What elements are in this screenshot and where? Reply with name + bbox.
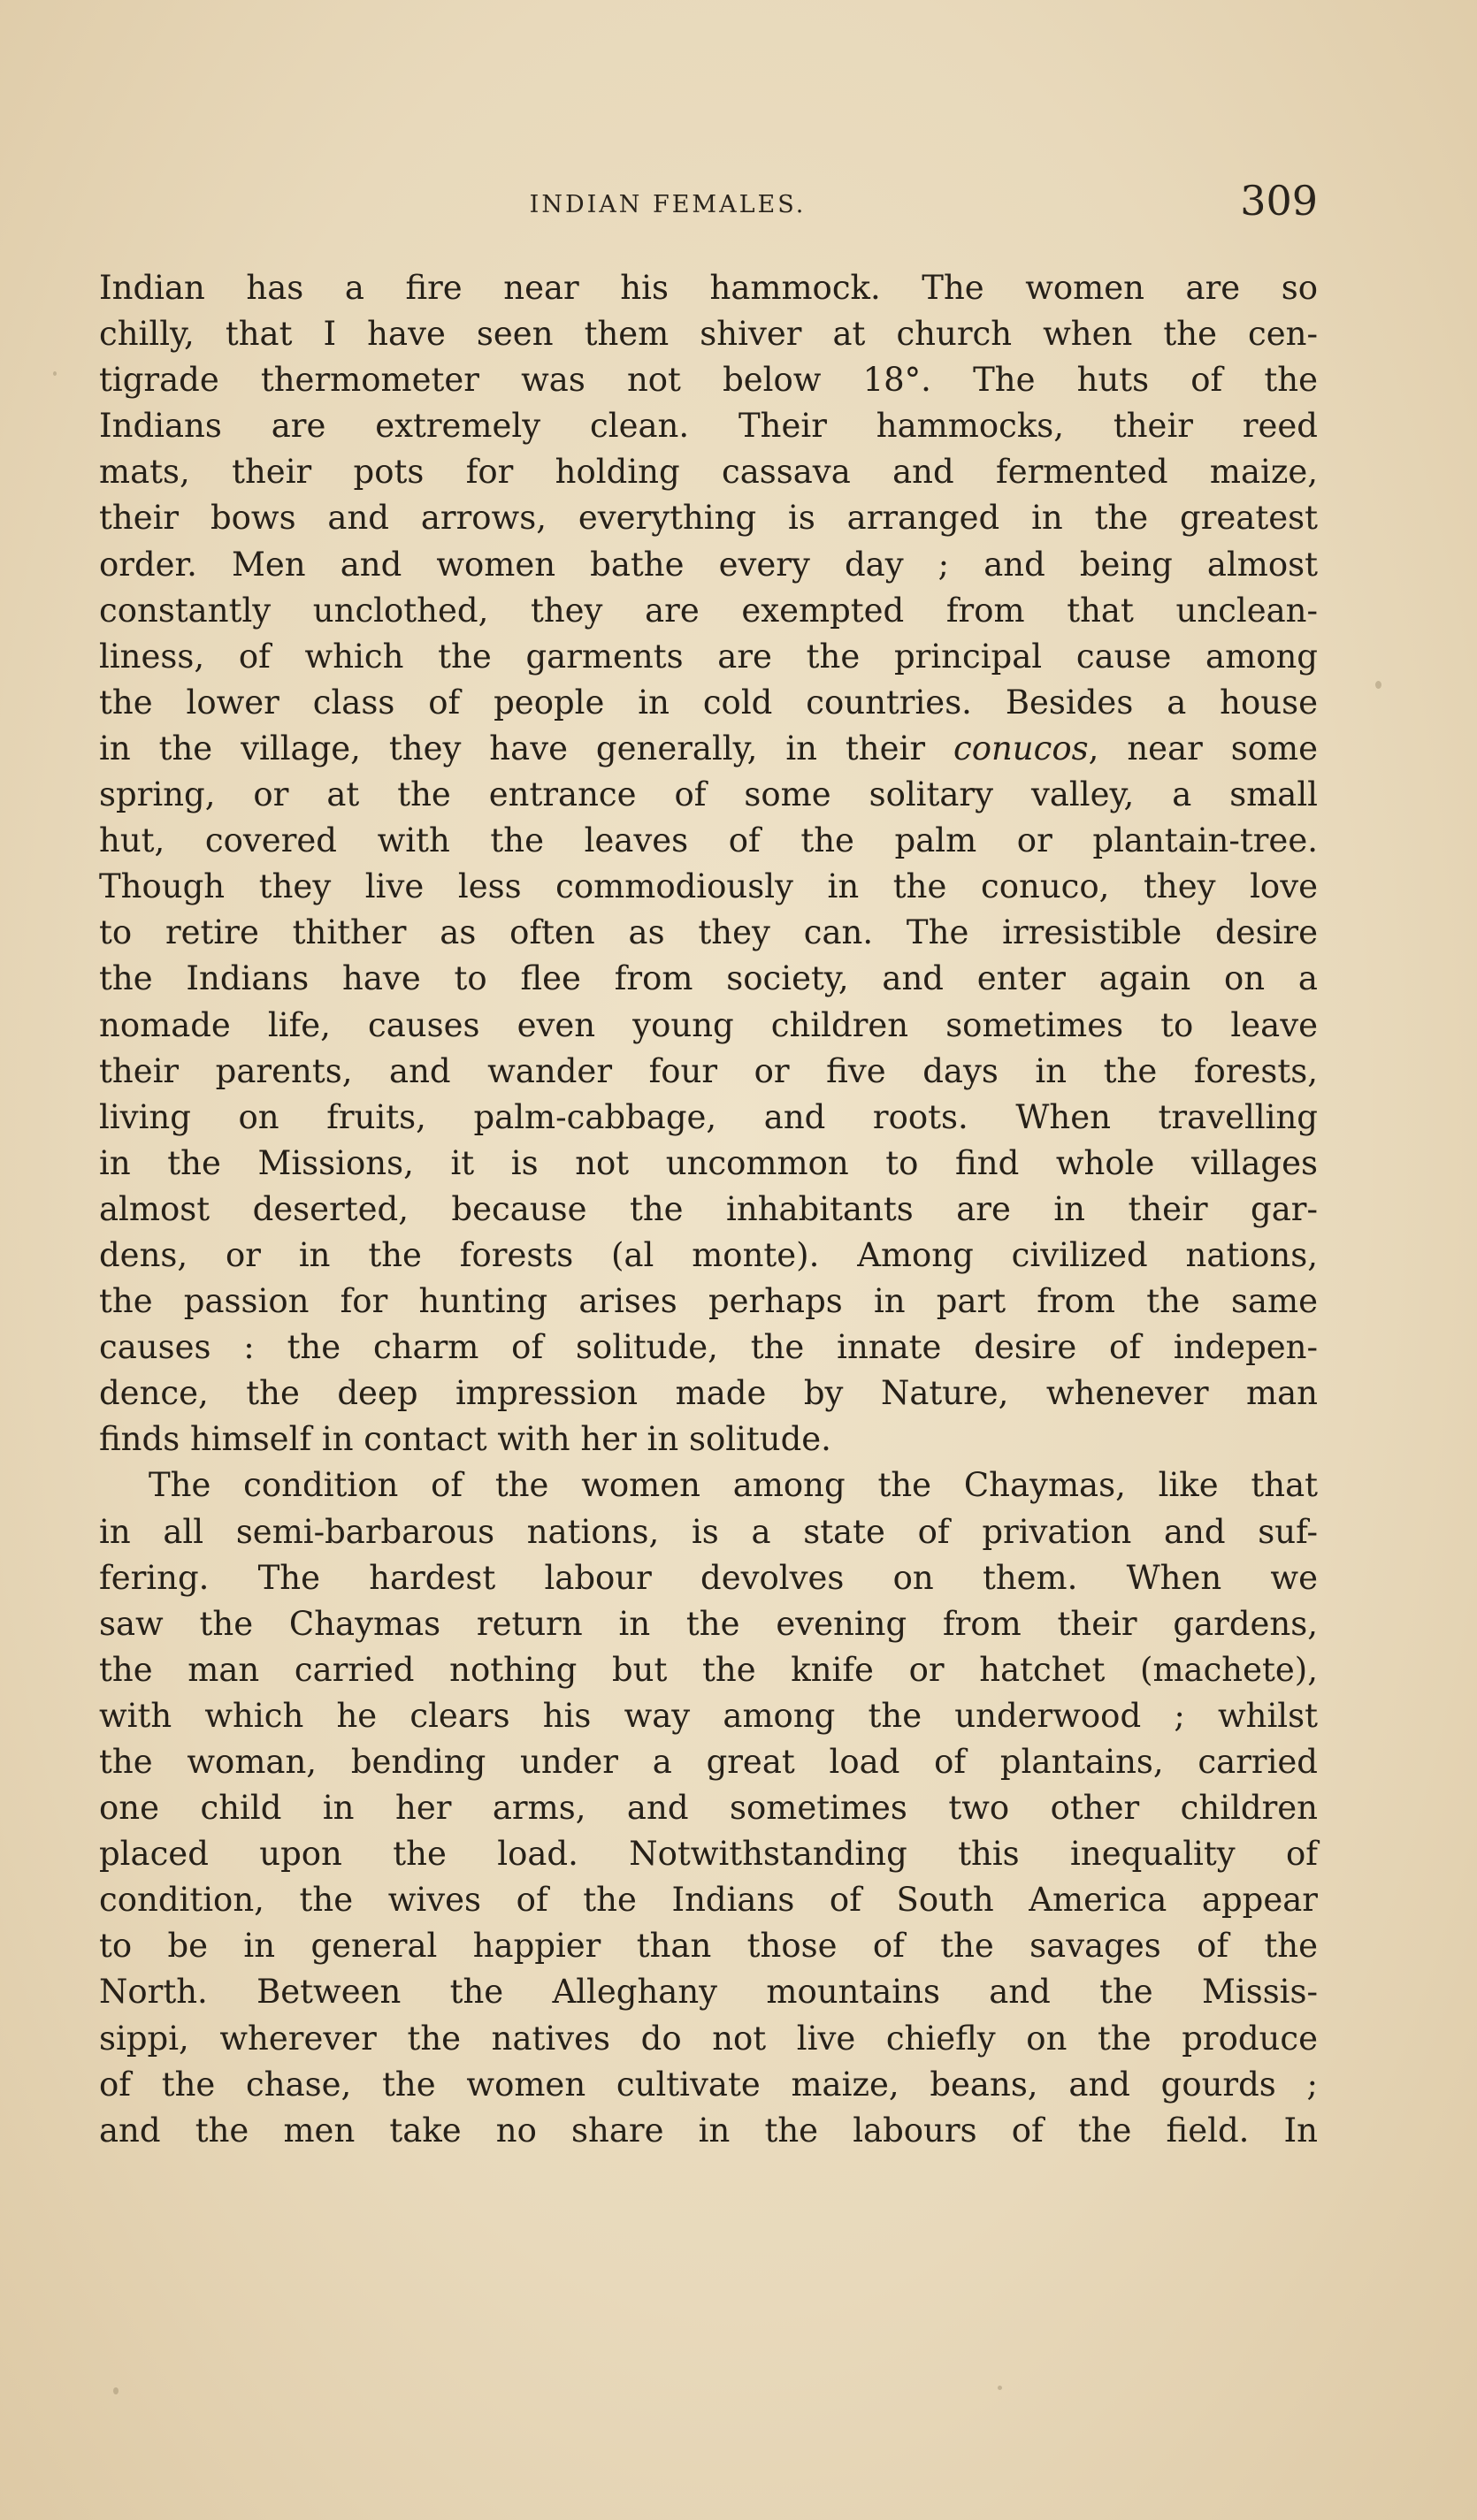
page-number: 309 (1240, 177, 1318, 225)
text-line: finds himself in contact with her in solitude. (99, 1420, 831, 1459)
text-line: dence, the deep impression made by Nature, whenever man (99, 1374, 1318, 1413)
paper-speck (53, 371, 57, 376)
text-line: placed upon the load. Notwithstanding this inequality of (99, 1835, 1318, 1874)
text-line: nomade life, causes even young children sometimes to leave (99, 1005, 1318, 1044)
text-line: the passion for hunting arises perhaps in part from the same (99, 1282, 1318, 1321)
paragraph (99, 1462, 1318, 2153)
text-line: to retire thither as often as they can. The irresistible desire (99, 913, 1318, 952)
running-title: INDIAN FEMALES. (529, 191, 807, 218)
body-text (99, 265, 1318, 2154)
text-line: living on fruits, palm-cabbage, and roots. When travelling (99, 1097, 1318, 1136)
text-line: mats, their pots for holding cassava and fermented maize, (99, 453, 1318, 492)
italic-term: conucos (953, 729, 1089, 767)
text-line: in all semi-barbarous nations, is a state of privation and suf- (99, 1512, 1318, 1551)
text-line: to be in general happier than those of the savages of the (99, 1927, 1318, 1966)
text-line: chilly, that I have seen them shiver at church when the cen- (99, 315, 1318, 354)
text-line: Indians are extremely clean. Their hammocks, their reed (99, 407, 1318, 446)
paper-speck (998, 2386, 1002, 2390)
text-line: Though they live less commodiously in the conuco, they love (99, 867, 1318, 906)
text-line: the man carried nothing but the knife or hatchet (machete), (99, 1650, 1318, 1689)
text-line: their parents, and wander four or five days in the forests, (99, 1051, 1318, 1090)
text-line: in the village, they have generally, in their conucos, near some (99, 729, 1318, 767)
page-header (97, 177, 1318, 239)
text-line: spring, or at the entrance of some solitary valley, a small (99, 775, 1318, 814)
paragraph (99, 265, 1318, 1462)
text-line: liness, of which the garments are the principal cause among (99, 637, 1318, 676)
text-line: dens, or in the forests (al monte). Among civilized nations, (99, 1235, 1318, 1274)
text-line: saw the Chaymas return in the evening from their gardens, (99, 1604, 1318, 1643)
text-line: the woman, bending under a great load of plantains, carried (99, 1743, 1318, 1781)
text-line: in the Missions, it is not uncommon to find whole villages (99, 1143, 1318, 1182)
text-line: causes : the charm of solitude, the innate desire of indepen- (99, 1328, 1318, 1367)
text-line: one child in her arms, and sometimes two other children (99, 1789, 1318, 1828)
text-line: the lower class of people in cold countries. Besides a house (99, 683, 1318, 722)
text-line: fering. The hardest labour devolves on them. When we (99, 1558, 1318, 1597)
text-line: hut, covered with the leaves of the palm or plantain-tree. (99, 821, 1318, 860)
text-line: sippi, wherever the natives do not live chiefly on the produce (99, 2019, 1318, 2058)
text-line: and the men take no share in the labours of the field. In (99, 2111, 1318, 2150)
text-line: with which he clears his way among the underwood ; whilst (99, 1696, 1318, 1735)
text-line: order. Men and women bathe every day ; and being almost (99, 545, 1318, 584)
text-line: almost deserted, because the inhabitants are in their gar- (99, 1189, 1318, 1228)
text-line: tigrade thermometer was not below 18°. The huts of the (99, 361, 1318, 400)
text-line: of the chase, the women cultivate maize, beans, and gourds ; (99, 2065, 1318, 2104)
paper-speck (113, 2387, 119, 2394)
text-line: North. Between the Alleghany mountains and the Missis- (99, 1973, 1318, 2012)
text-line: The condition of the women among the Chaymas, like that (149, 1466, 1318, 1505)
text-line: condition, the wives of the Indians of South America appear (99, 1881, 1318, 1920)
text-line: the Indians have to flee from society, and enter again on a (99, 959, 1318, 998)
paper-speck (1375, 681, 1381, 689)
text-line: constantly unclothed, they are exempted from that unclean- (99, 591, 1318, 630)
text-line: their bows and arrows, everything is arranged in the greatest (99, 499, 1318, 538)
text-line: Indian has a fire near his hammock. The women are so (99, 269, 1318, 307)
